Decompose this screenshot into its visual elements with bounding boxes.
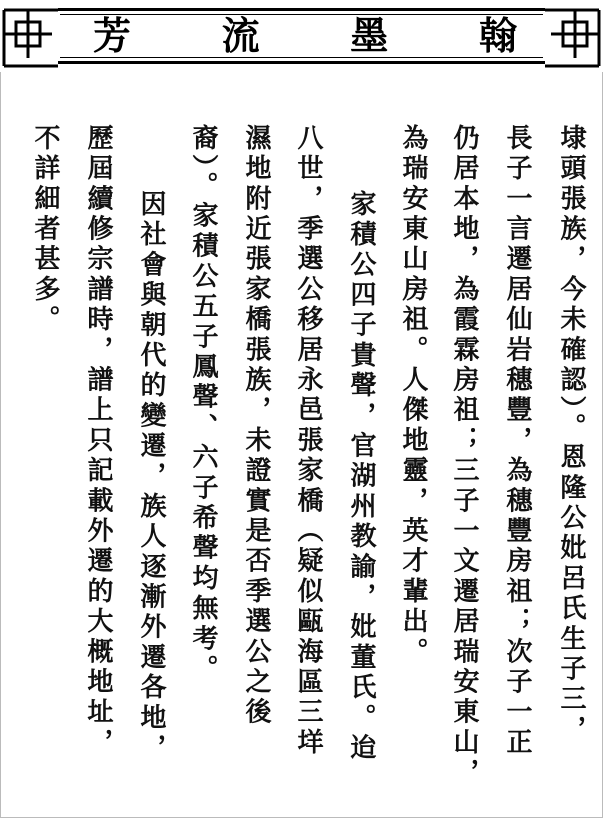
left-corner-ornament xyxy=(0,2,60,70)
text-column-7: 濕地附近張家橋張族，未證實是否季選公之後 xyxy=(241,124,271,728)
text-column-3: 仍居本地，為霞霖房祖；三子一文遷居瑞安東山， xyxy=(449,124,479,789)
document-body xyxy=(0,72,603,818)
text-column-4: 為瑞安東山房祖。人傑地靈，英才輩出。 xyxy=(398,124,428,668)
title-char-2: 墨 xyxy=(350,13,389,58)
text-column-2: 長子一言遷居仙岩穗豐，為穗豐房祖；次子一正 xyxy=(502,124,532,759)
text-column-1: 埭頭張族，今未確認）。恩隆公妣呂氏生子三， xyxy=(556,124,586,746)
text-column-9: 因社會與朝代的變遷，族人逐漸外遷各地， xyxy=(136,190,166,764)
title-char-4: 芳 xyxy=(92,13,131,58)
right-corner-ornament xyxy=(543,2,603,70)
text-column-5: 家積公四子貴聲，官湖州教諭，妣董氏。迨 xyxy=(346,190,376,764)
header-banner xyxy=(0,0,603,72)
text-column-10: 歷屆續修宗譜時，譜上只記載外遷的大概地址， xyxy=(83,124,113,759)
text-column-6: 八世，季選公移居永邑張家橋（疑似甌海區三垟 xyxy=(293,124,323,759)
banner-title xyxy=(70,10,540,62)
title-char-3: 流 xyxy=(221,13,260,58)
title-char-1: 翰 xyxy=(478,13,517,58)
text-column-11: 不詳細者甚多。 xyxy=(30,124,60,336)
text-column-8: 裔）。家積公五子鳳聲、六子希聲均無考。 xyxy=(188,124,218,685)
